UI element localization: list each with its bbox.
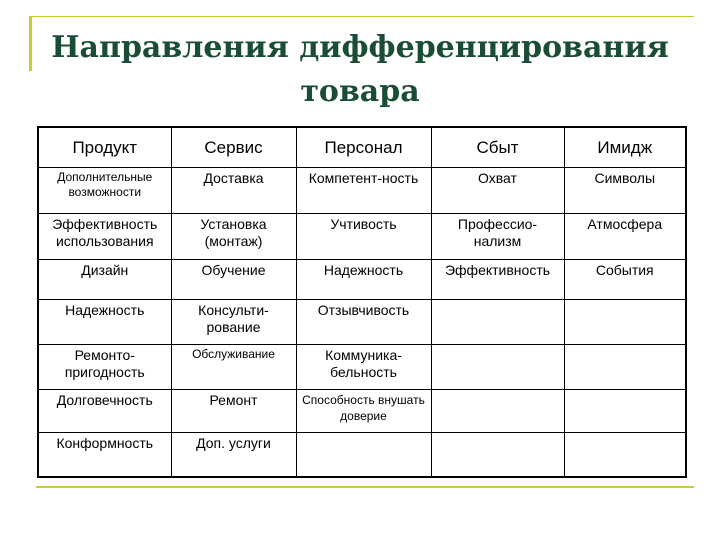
table-cell: Обслуживание xyxy=(171,344,296,389)
table-cell: Консульти-рование xyxy=(171,299,296,344)
table-cell: Эффективность xyxy=(431,259,564,299)
table-cell: Профессио-нализм xyxy=(431,213,564,259)
header-service: Сервис xyxy=(171,127,296,167)
slide-title xyxy=(40,26,680,114)
table-cell: Ремонт xyxy=(171,389,296,432)
table-cell: Долговечность xyxy=(38,389,171,432)
decorative-vertical-rule xyxy=(29,16,32,71)
table-cell: Охват xyxy=(431,167,564,213)
table-cell: Надежность xyxy=(296,259,431,299)
header-product: Продукт xyxy=(38,127,171,167)
table-row xyxy=(38,299,686,344)
table-cell: Установка (монтаж) xyxy=(171,213,296,259)
decorative-top-rule xyxy=(29,16,694,17)
table-cell: Надежность xyxy=(38,299,171,344)
table-cell: События xyxy=(564,259,686,299)
table-cell-empty xyxy=(431,389,564,432)
table-cell-empty xyxy=(296,432,431,477)
table-cell: Способность внушать доверие xyxy=(296,389,431,432)
header-distribution: Сбыт xyxy=(431,127,564,167)
table-cell: Доп. услуги xyxy=(171,432,296,477)
table-cell-empty xyxy=(431,299,564,344)
decorative-bottom-rule xyxy=(36,486,694,488)
table-cell: Конформность xyxy=(38,432,171,477)
table-cell: Атмосфера xyxy=(564,213,686,259)
table-cell-empty xyxy=(431,432,564,477)
table-cell: Отзывчивость xyxy=(296,299,431,344)
table-row xyxy=(38,167,686,213)
table-cell-empty xyxy=(431,344,564,389)
table-cell: Эффективность использования xyxy=(38,213,171,259)
slide-title-line-2: товара xyxy=(300,74,420,109)
table-cell: Дополнительные возможности xyxy=(38,167,171,213)
table-row xyxy=(38,344,686,389)
table-cell-empty xyxy=(564,389,686,432)
table-cell: Обучение xyxy=(171,259,296,299)
table-row xyxy=(38,259,686,299)
table-cell: Доставка xyxy=(171,167,296,213)
table-cell: Дизайн xyxy=(38,259,171,299)
table-cell-empty xyxy=(564,344,686,389)
table-cell-empty xyxy=(564,432,686,477)
slide-title-line-1: Направления дифференцирования xyxy=(51,30,669,65)
table-cell: Ремонто-пригодность xyxy=(38,344,171,389)
table-cell: Символы xyxy=(564,167,686,213)
table-row xyxy=(38,432,686,477)
header-personnel: Персонал xyxy=(296,127,431,167)
header-image: Имидж xyxy=(564,127,686,167)
table-row xyxy=(38,389,686,432)
table-cell: Компетент-ность xyxy=(296,167,431,213)
table-row xyxy=(38,213,686,259)
table-cell-empty xyxy=(564,299,686,344)
table-cell: Учтивость xyxy=(296,213,431,259)
table-cell: Коммуника-бельность xyxy=(296,344,431,389)
differentiation-table xyxy=(37,126,687,478)
table-header-row xyxy=(38,127,686,167)
